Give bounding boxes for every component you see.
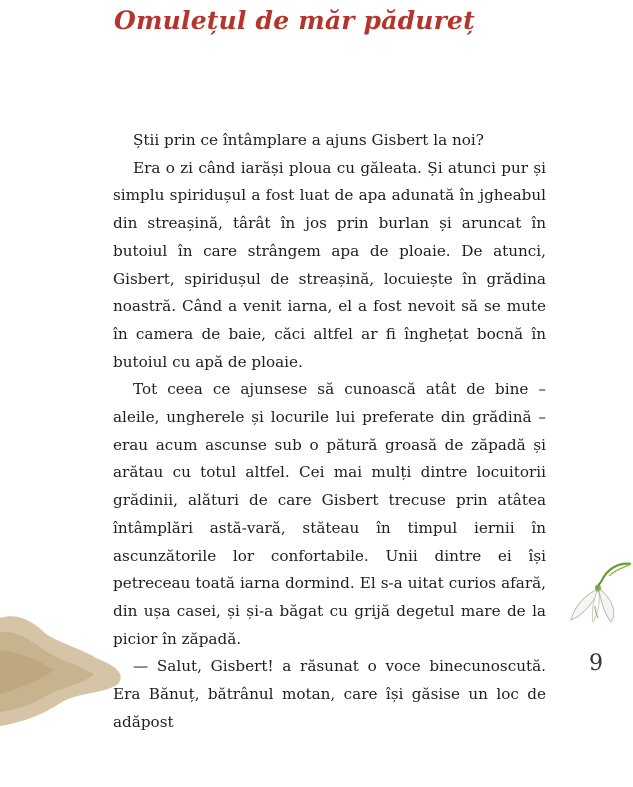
chapter-title: Omulețul de măr pădureț xyxy=(114,6,475,35)
page-number: 9 xyxy=(589,651,603,676)
paragraph-1: Știi prin ce întâmplare a ajuns Gisbert la noi? xyxy=(133,131,484,149)
paragraph-4: — Salut, Gisbert! a răsunat o voce binecunoscută. Era Bănuț, bătrânul motan, care își găsise un loc de adăpost xyxy=(113,657,546,731)
snowdrop-icon xyxy=(565,560,633,630)
watercolor-stain xyxy=(0,600,140,730)
body-text xyxy=(113,127,546,736)
paragraph-2: Era o zi când iarăși ploua cu găleata. Și atunci pur și simplu spiridușul a fost luat de apa adunată în jgheabul din streașină, târât în jos prin burlan și aruncat în butoiul în care strângem apa de ploaie. De atunci, Gisbert, spiridușul de streașină, locuiește în grădina noastră. Când a venit iarna, el a fost nevoit să se mute în camera de baie, căci altfel ar fi înghețat bocnă în butoiul cu apă de ploaie. xyxy=(113,158,546,371)
paragraph-3: Tot ceea ce ajunsese să cunoască atât de bine – aleile, ungherele și locurile lui preferate din grădină – erau acum ascunse sub o pătură groasă de zăpadă și arătau cu totul altfel. Cei mai mulți dintre locuitorii grădinii, alături de care Gisbert trecuse prin atâtea întâmplări astă-vară, stăteau în timpul iernii în ascunzătorile lor confortabile. Unii dintre ei își petreceau toată iarna dormind. El s-a uitat curios afară, din ușa casei, și și-a băgat cu grijă degetul mare de la picior în zăpadă. xyxy=(113,380,546,648)
